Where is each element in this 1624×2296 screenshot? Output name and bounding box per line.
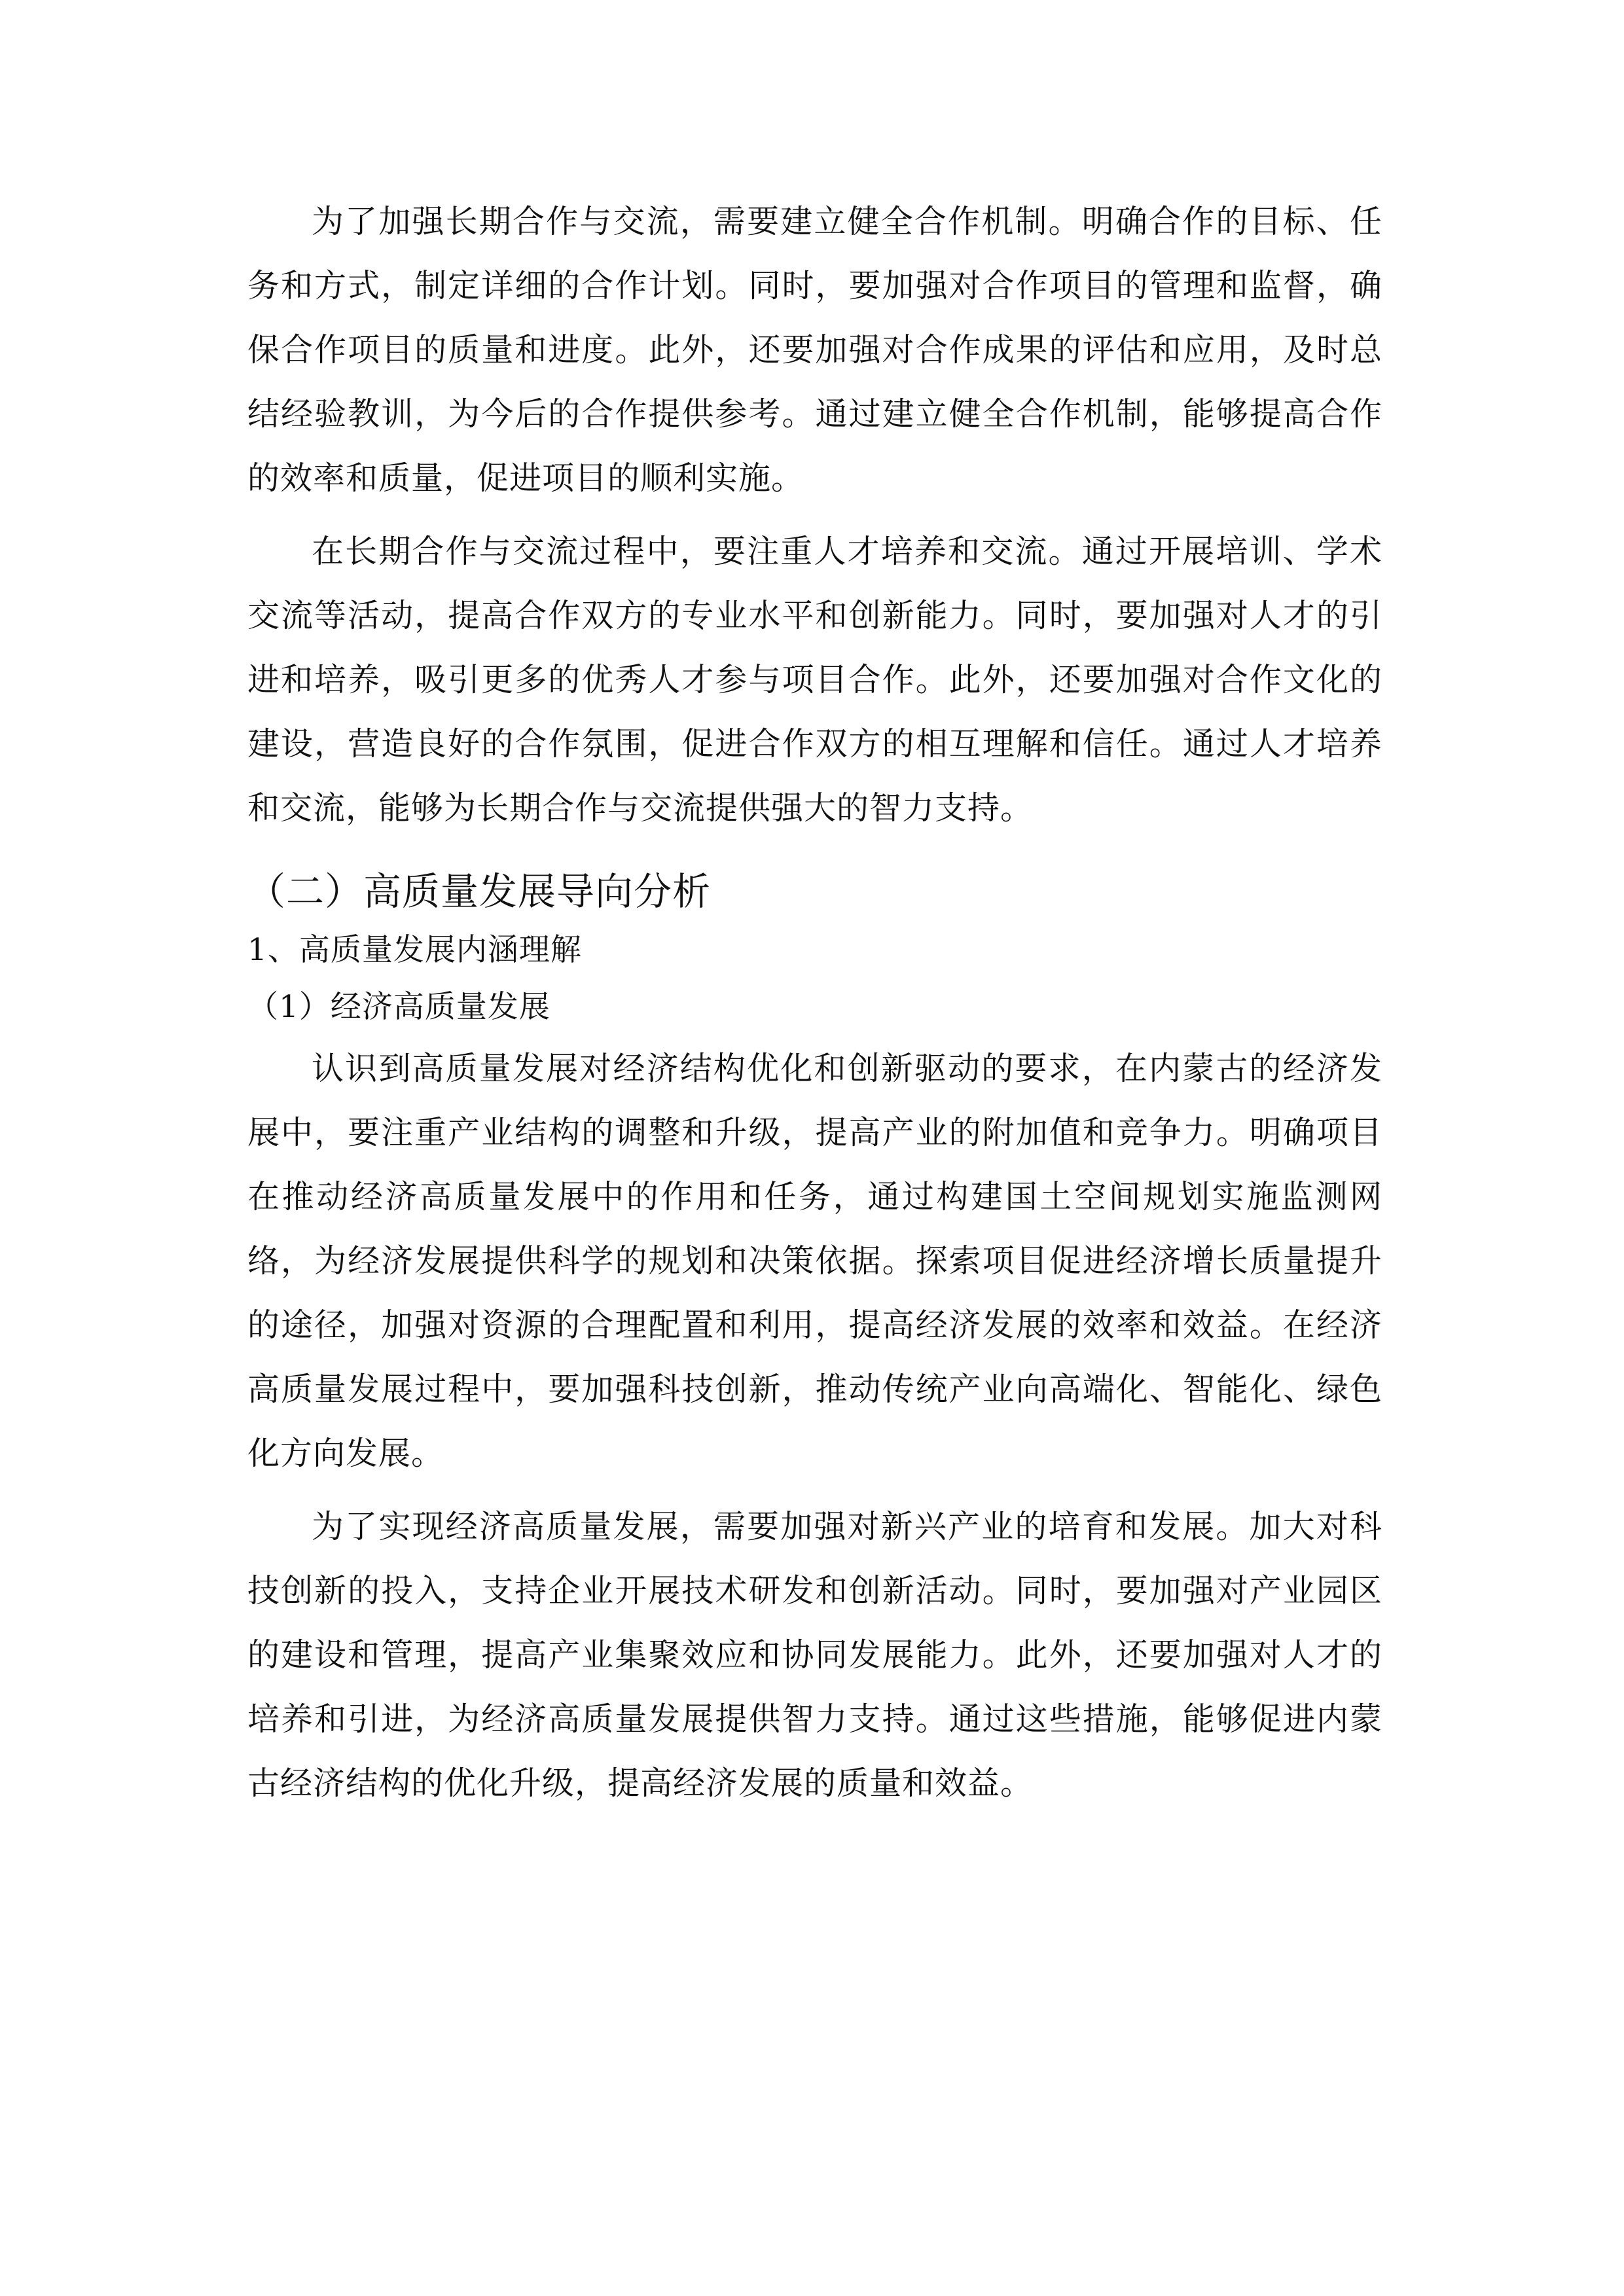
body-paragraph: 为了加强长期合作与交流，需要建立健全合作机制。明确合作的目标、任务和方式，制定详细的合作计划。同时，要加强对合作项目的管理和监督，确保合作项目的质量和进度。此外，还要加强对合作成果的评估和应用，及时总结经验教训，为今后的合作提供参考。通过建立健全合作机制，能够提高合作的效率和质量，促进项目的顺利实施。 — [247, 203, 1382, 497]
body-paragraph: 为了实现经济高质量发展，需要加强对新兴产业的培育和发展。加大对科技创新的投入，支持企业开展技术研发和创新活动。同时，要加强对产业园区的建设和管理，提高产业集聚效应和协同发展能力。此外，还要加强对人才的培养和引进，为经济高质量发展提供智力支持。通过这些措施，能够促进内蒙古经济结构的优化升级，提高经济发展的质量和效益。 — [247, 1508, 1382, 1802]
section-heading: （二）高质量发展导向分析 — [247, 869, 712, 914]
body-paragraph: 认识到高质量发展对经济结构优化和创新驱动的要求，在内蒙古的经济发展中，要注重产业结构的调整和升级，提高产业的附加值和竞争力。明确项目在推动经济高质量发展中的作用和任务，通过构建国土空间规划实施监测网络，为经济发展提供科学的规划和决策依据。探索项目促进经济增长质量提升的途径，加强对资源的合理配置和利用，提高经济发展的效率和效益。在经济高质量发展过程中，要加强科技创新，推动传统产业向高端化、智能化、绿色化方向发展。 — [247, 1050, 1382, 1472]
body-paragraph: 在长期合作与交流过程中，要注重人才培养和交流。通过开展培训、学术交流等活动，提高合作双方的专业水平和创新能力。同时，要加强对人才的引进和培养，吸引更多的优秀人才参与项目合作。此外，还要加强对合作文化的建设，营造良好的合作氛围，促进合作双方的相互理解和信任。通过人才培养和交流，能够为长期合作与交流提供强大的智力支持。 — [247, 533, 1382, 827]
subsubsection-heading: （1）经济高质量发展 — [247, 989, 550, 1025]
document-body — [247, 190, 1382, 1816]
subsection-heading: 1、高质量发展内涵理解 — [247, 932, 582, 968]
